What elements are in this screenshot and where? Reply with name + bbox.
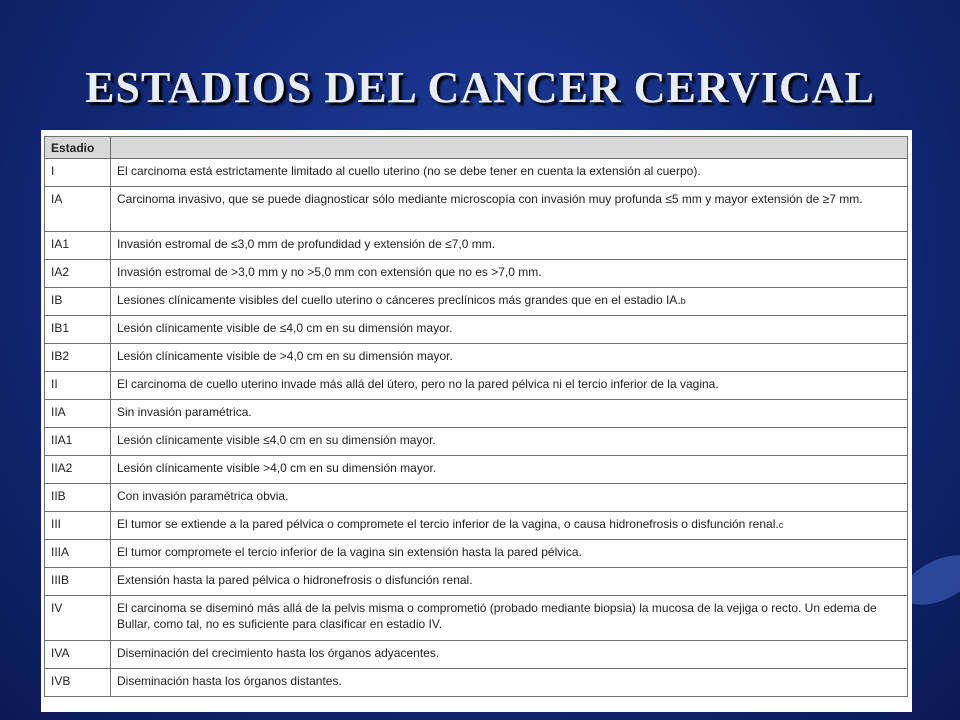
description-cell bbox=[111, 288, 908, 316]
description-text: Extensión hasta la pared pélvica o hidronefrosis o disfunción renal. bbox=[117, 573, 473, 587]
table-row bbox=[45, 512, 908, 540]
description-cell bbox=[111, 568, 908, 596]
description-cell bbox=[111, 159, 908, 187]
stage-cell: IVA bbox=[45, 641, 111, 669]
stage-cell: IIA2 bbox=[45, 456, 111, 484]
table-row bbox=[45, 344, 908, 372]
header-stage: Estadio bbox=[45, 137, 111, 159]
description-cell bbox=[111, 260, 908, 288]
description-text: Lesión clínicamente visible ≤4,0 cm en su dimensión mayor. bbox=[117, 433, 436, 447]
table-row bbox=[45, 260, 908, 288]
stage-cell: IIIB bbox=[45, 568, 111, 596]
description-text: El tumor se extiende a la pared pélvica o compromete el tercio inferior de la vagina, o causa hidronefrosis o disfunción renal. bbox=[117, 517, 779, 531]
table-row bbox=[45, 288, 908, 316]
table-row bbox=[45, 400, 908, 428]
description-text: Lesión clínicamente visible de ≤4,0 cm en su dimensión mayor. bbox=[117, 321, 453, 335]
stage-cell: IA2 bbox=[45, 260, 111, 288]
table-row bbox=[45, 456, 908, 484]
footnote-marker: c bbox=[778, 520, 784, 530]
table-row bbox=[45, 428, 908, 456]
staging-table bbox=[44, 136, 908, 697]
description-text: Lesiones clínicamente visibles del cuello uterino o cánceres preclínicos más grandes que en el estadio IA. bbox=[117, 293, 681, 307]
description-cell bbox=[111, 232, 908, 260]
table-row bbox=[45, 568, 908, 596]
description-cell bbox=[111, 540, 908, 568]
description-cell bbox=[111, 372, 908, 400]
description-text: Lesión clínicamente visible de >4,0 cm en su dimensión mayor. bbox=[117, 349, 453, 363]
description-cell bbox=[111, 428, 908, 456]
description-cell bbox=[111, 512, 908, 540]
stage-cell: I bbox=[45, 159, 111, 187]
description-text: El tumor compromete el tercio inferior de la vagina sin extensión hasta la pared pélvica. bbox=[117, 545, 582, 559]
description-text: Invasión estromal de >3,0 mm y no >5,0 mm con extensión que no es >7,0 mm. bbox=[117, 265, 542, 279]
table-row bbox=[45, 540, 908, 568]
description-text: Sin invasión paramétrica. bbox=[117, 405, 252, 419]
description-text: Carcinoma invasivo, que se puede diagnosticar sólo mediante microscopía con invasión muy profunda ≤5 mm y mayor extensión de ≥7 mm. bbox=[117, 192, 863, 206]
description-text: Diseminación del crecimiento hasta los órganos adyacentes. bbox=[117, 646, 440, 660]
stage-cell: III bbox=[45, 512, 111, 540]
description-cell bbox=[111, 596, 908, 641]
stage-cell: II bbox=[45, 372, 111, 400]
stage-cell: IB1 bbox=[45, 316, 111, 344]
stage-cell: IB2 bbox=[45, 344, 111, 372]
description-text: Con invasión paramétrica obvia. bbox=[117, 489, 289, 503]
description-text: Diseminación hasta los órganos distantes. bbox=[117, 674, 342, 688]
header-description bbox=[111, 137, 908, 159]
staging-table-panel bbox=[41, 130, 912, 712]
description-cell bbox=[111, 400, 908, 428]
table-row bbox=[45, 596, 908, 641]
table-row bbox=[45, 187, 908, 232]
description-cell bbox=[111, 641, 908, 669]
table-row bbox=[45, 484, 908, 512]
table-row bbox=[45, 669, 908, 697]
table-row bbox=[45, 232, 908, 260]
description-cell bbox=[111, 669, 908, 697]
description-text: Lesión clínicamente visible >4,0 cm en su dimensión mayor. bbox=[117, 461, 437, 475]
description-cell bbox=[111, 344, 908, 372]
table-row bbox=[45, 316, 908, 344]
stage-cell: IIIA bbox=[45, 540, 111, 568]
stage-cell: IIA bbox=[45, 400, 111, 428]
slide-title: ESTADIOS DEL CANCER CERVICAL bbox=[85, 63, 875, 112]
description-cell bbox=[111, 187, 908, 232]
stage-cell: IA bbox=[45, 187, 111, 232]
stage-cell: IIA1 bbox=[45, 428, 111, 456]
table-row bbox=[45, 159, 908, 187]
stage-cell: IV bbox=[45, 596, 111, 641]
description-text: El carcinoma se diseminó más allá de la pelvis misma o comprometió (probado mediante biopsia) la mucosa de la vejiga o recto. Un edema de Bullar, como tal, no es suficiente para clasificar en estadio IV. bbox=[117, 601, 877, 631]
stage-cell: IA1 bbox=[45, 232, 111, 260]
description-text: Invasión estromal de ≤3,0 mm de profundidad y extensión de ≤7,0 mm. bbox=[117, 237, 496, 251]
table-row bbox=[45, 372, 908, 400]
table-header-row bbox=[45, 137, 908, 159]
description-cell bbox=[111, 484, 908, 512]
description-cell bbox=[111, 456, 908, 484]
table-row bbox=[45, 641, 908, 669]
stage-cell: IVB bbox=[45, 669, 111, 697]
description-cell bbox=[111, 316, 908, 344]
stage-cell: IB bbox=[45, 288, 111, 316]
footnote-marker: b bbox=[680, 296, 686, 306]
description-text: El carcinoma está estrictamente limitado al cuello uterino (no se debe tener en cuenta la extensión al cuerpo). bbox=[117, 164, 701, 178]
stage-cell: IIB bbox=[45, 484, 111, 512]
description-text: El carcinoma de cuello uterino invade más allá del útero, pero no la pared pélvica ni el tercio inferior de la vagina. bbox=[117, 377, 719, 391]
